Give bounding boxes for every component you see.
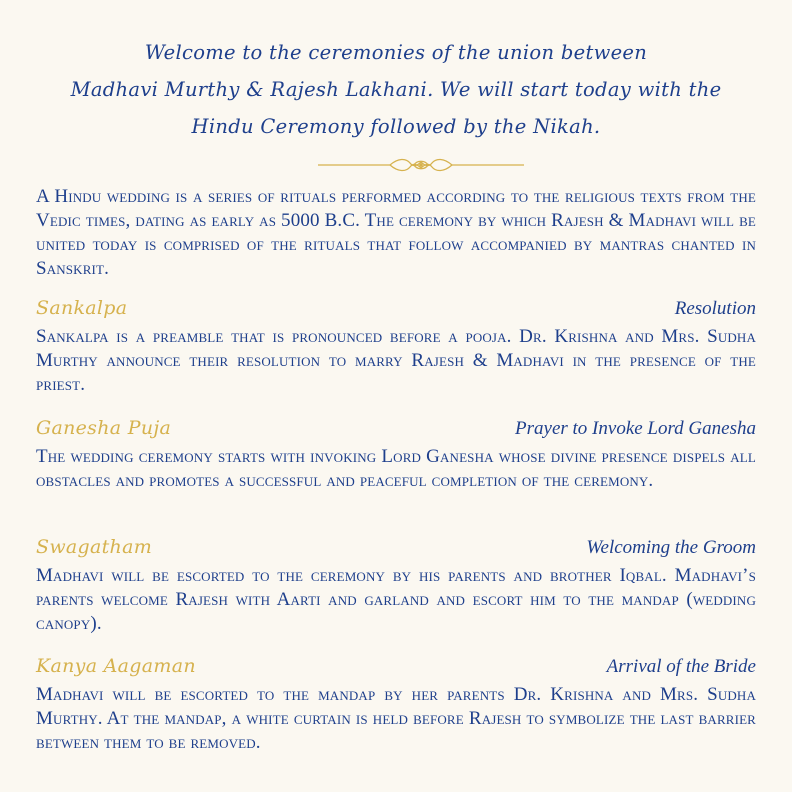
section-name: Sankalpa (36, 297, 128, 319)
lead-paragraph: A Hindu wedding is a series of rituals performed according to the religious texts from the Vedic times, dating as early as 5000 B.C. The ceremony by which Rajesh & Madhavi will be united today is comprised of the rituals that follow accompanied by mantras chanted in Sanskrit. (36, 186, 756, 279)
section-header (36, 655, 756, 683)
section-name: Ganesha Puja (36, 417, 172, 439)
section-name: Kanya Aagaman (36, 655, 196, 677)
section-header (36, 536, 756, 564)
section-text: Madhavi will be escorted to the ceremony by his parents and brother Iqbal. Madhavi’s parents welcome Rajesh with Aarti and garland and escort him to the mandap (wedding canopy). (36, 565, 756, 634)
section-name: Swagatham (36, 536, 153, 558)
section-sankalpa (36, 297, 756, 397)
flourish-divider-icon (318, 154, 524, 176)
section-meaning: Prayer to Invoke Lord Ganesha (515, 418, 756, 439)
section-header (36, 417, 756, 445)
section-kanya-aagaman (36, 655, 756, 755)
welcome-intro (30, 34, 762, 145)
section-text: Madhavi will be escorted to the mandap by her parents Dr. Krishna and Mrs. Sudha Murthy. At the mandap, a white curtain is held before Rajesh to symbolize the last barrier between them to be removed. (36, 684, 756, 753)
section-meaning: Resolution (674, 298, 756, 319)
section-swagatham (36, 536, 756, 636)
intro-line-3: Hindu Ceremony followed by the Nikah. (191, 115, 601, 138)
intro-line-2: Madhavi Murthy & Rajesh Lakhani. We will start today with the (70, 78, 722, 101)
section-text: The wedding ceremony starts with invoking Lord Ganesha whose divine presence dispels all obstacles and promotes a successful and peaceful completion of the ceremony. (36, 446, 756, 491)
section-text: Sankalpa is a preamble that is pronounced before a pooja. Dr. Krishna and Mrs. Sudha Murthy announce their resolution to marry Rajesh & Madhavi in the presence of the priest. (36, 326, 756, 395)
section-header (36, 297, 756, 325)
section-ganesha-puja (36, 417, 756, 493)
section-meaning: Arrival of the Bride (606, 656, 756, 677)
section-meaning: Welcoming the Groom (586, 537, 756, 558)
intro-line-1: Welcome to the ceremonies of the union between (144, 41, 648, 64)
